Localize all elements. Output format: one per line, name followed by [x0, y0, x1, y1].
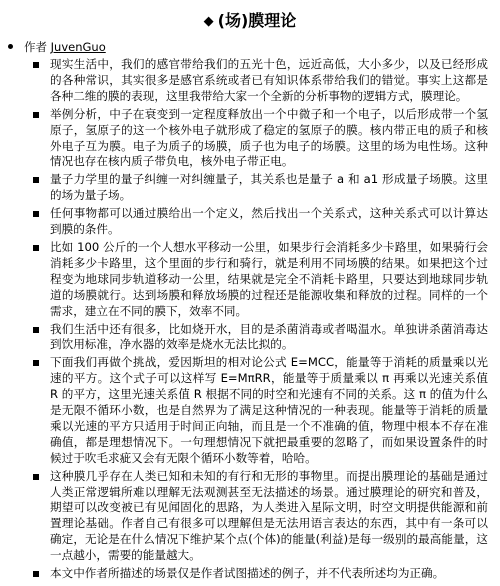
- paragraph-text: 这种膜几乎存在人类已知和未知的有行和无形的事物里。而提出膜理论的基础是通过人类正常逻辑所难以理解无法观测甚至无法描述的场景。通过膜理论的研究和普及，期望可以改变被已有见闻固化的思路，为人类进入星际文明，时空文明提供能源和前置理论基础。作者自己有很多可以理解但是无法用语言表达的东西，其中有一条可以确定，无论是在什么情况下维护某个点(个体)的能量(利益)是每一级别的最高能量，这一点越小，需要的能量越大。: [50, 468, 488, 563]
- paragraph-item: [0, 107, 500, 171]
- paragraph-text: 比如 100 公斤的一个人想水平移动一公里，如果步行会消耗多少卡路里，如果骑行会消耗多少卡路里，这个里面的步行和骑行，就是利用不同场膜的结果。如果把这个过程变为地球同步轨道移动一公里，结果就是完全不消耗卡路里，只要达到地球同步轨道的场膜就行。达到场膜和释放场膜的过程还是能源收集和释放的过程。同样的一个需求，建立在不同的膜下，效率不同。: [50, 239, 488, 318]
- paragraph-item: [0, 355, 500, 466]
- document-title: [0, 8, 500, 35]
- square-bullet-icon: [33, 177, 39, 183]
- diamond-bullet-icon: ◆: [203, 14, 214, 29]
- paragraph-text: 举例分析，中子在衰变到一定程度释放出一个中微子和一个电子，以后形成带一个氢原子，氢原子的这一个核外电子就形成了稳定的氢原子的膜。核内带正电的质子和核外电子互为膜。电子为质子的场膜，质子也为电子的场膜。这里的场为电性场。这种情况也存在核内质子带负电，核外电子带正电。: [50, 106, 488, 169]
- paragraph-item: [0, 469, 500, 564]
- paragraph-item: [0, 240, 500, 320]
- paragraph-text: 现实生活中，我们的感官带给我们的五光十色，远近高低，大小多少，以及已经形成的各种常识，其实很多是感官系统或者已有知识体系带给我们的错觉。事实上这都是各种二维的膜的表现，这里我带给大家一个全新的分析事物的逻辑方式，膜理论。: [50, 57, 488, 103]
- square-bullet-icon: [33, 327, 39, 333]
- square-bullet-icon: [33, 360, 39, 366]
- square-bullet-icon: [33, 474, 39, 480]
- paragraph-item: [0, 206, 500, 238]
- square-bullet-icon: [33, 62, 39, 68]
- paragraph-item: [0, 566, 500, 582]
- author-label: 作者: [24, 40, 51, 54]
- paragraph-text: 我们生活中还有很多，比如烧开水，目的是杀菌消毒或者喝温水。单独讲杀菌消毒达到饮用标准，净水器的效率是烧水无法比拟的。: [50, 321, 488, 352]
- paragraph-text: 任何事物都可以通过膜给出一个定义，然后找出一个关系式，这种关系式可以计算达到膜的条件。: [50, 206, 488, 237]
- round-bullet-icon: [8, 44, 13, 49]
- square-bullet-icon: [33, 571, 39, 577]
- author-name: JuvenGuo: [50, 40, 106, 54]
- paragraph-item: [0, 57, 500, 105]
- paragraph-item: [0, 172, 500, 204]
- square-bullet-icon: [33, 245, 39, 251]
- author-line: [8, 39, 106, 55]
- title-text: (场)膜理论: [217, 11, 297, 30]
- square-bullet-icon: [33, 211, 39, 217]
- square-bullet-icon: [33, 112, 39, 118]
- paragraph-text: 本文中作者所描述的场景仅是作者试图描述的例子，并不代表所述均为正确。: [50, 566, 445, 581]
- paragraph-text: 量子力学里的量子纠缠一对纠缠量子，其关系也是量子 a 和 a1 形成量子场膜。这里的场为量子场。: [50, 172, 488, 203]
- paragraph-text: 下面我们再做个挑战，爱因斯坦的相对论公式 E=MCC，能量等于消耗的质量乘以光速的平方。这个式子可以这样写 E=MπRR，能量等于质量乘以 π 再乘以光速关系值 R 的平方，这里光速关系值 R 根据不同的时空和光速有不同的关系。这 π 的值为什么是无限不循环小数，也是自然界为了满足这种情况的一种表现。能量等于消耗的质量乘以光速的平方只适用于时间正向轴，而且是一个不准确的值，物理中根本不存在准确值，都是理想情况下。一句理想情况下就把最重要的忽略了，而如果设置条件的时候过于吹毛求疵又会有无限个循环小数等着，哈哈。: [50, 355, 488, 465]
- paragraph-list: [0, 57, 500, 584]
- paragraph-item: [0, 322, 500, 354]
